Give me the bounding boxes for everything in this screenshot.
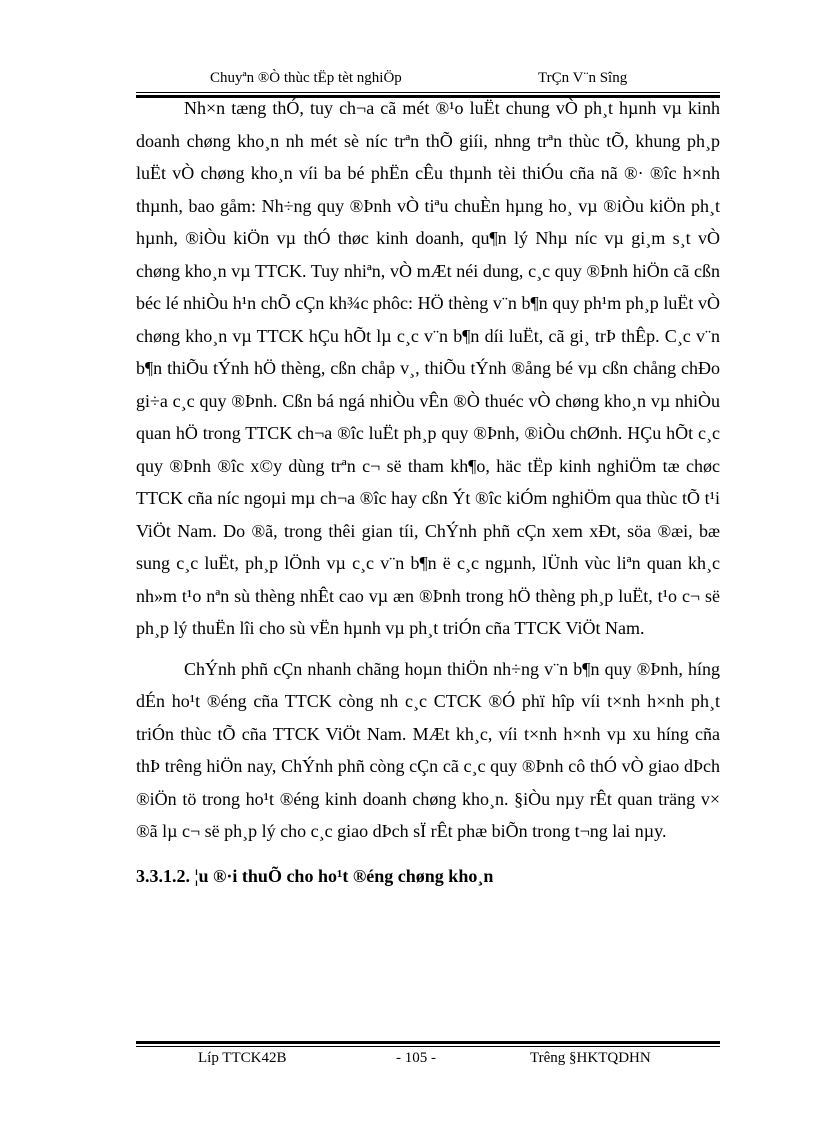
page-header [136, 66, 720, 92]
page-footer [136, 1050, 720, 1074]
footer-divider [136, 1046, 720, 1047]
page-number: - 105 - [396, 1050, 436, 1066]
footer-class-name: Líp TTCK42B [198, 1050, 287, 1066]
paragraph-1: Nh×n tæng thÓ, tuy ch¬a cã mét ®¹o luËt chung vÒ ph¸t hµnh vµ kinh doanh chøng kho¸n nh mét sè níc trªn thÕ giíi, nhng trªn thùc tÕ, khung ph¸p luËt vÒ chøng kho¸n víi ba bé phËn cÊu thµnh tèi thiÓu cña nã ®· ®îc h×nh thµnh, bao gåm: Nh÷ng quy ®Þnh vÒ tiªu chuÈn hµng ho¸ vµ ®iÒu kiÖn ph¸t hµnh, ®iÒu kiÖn vµ thÓ thøc kinh doanh, qu¶n lý Nhµ níc vµ gi¸m s¸t vÒ chøng kho¸n vµ TTCK. Tuy nhiªn, vÒ mÆt néi dung, c¸c quy ®Þnh hiÖn cã cßn béc lé nhiÒu h¹n chÕ cÇn kh¾c phôc: HÖ thèng v¨n b¶n quy ph¹m ph¸p luËt vÒ chøng kho¸n vµ TTCK hÇu hÕt lµ c¸c v¨n b¶n díi luËt, cã gi¸ trÞ thÊp. C¸c v¨n b¶n thiÕu tÝnh hÖ thèng, cßn chåp v¸, thiÕu tÝnh ®ång bé vµ cßn chång chÐo gi÷a c¸c quy ®Þnh. Cßn bá ngá nhiÒu vÊn ®Ò thuéc vÒ chøng kho¸n vµ nhiÒu quan hÖ trong TTCK ch¬a ®îc luËt ph¸p quy ®Þnh, ®iÒu chØnh. HÇu hÕt c¸c quy ®Þnh ®îc x©y dùng trªn c¬ së tham kh¶o, häc tËp kinh nghiÖm tæ chøc TTCK cña níc ngoµi mµ ch¬a ®îc hay cßn Ýt ®îc kiÓm nghiÖm qua thùc tÕ t¹i ViÖt Nam. Do ®ã, trong thêi gian tíi, ChÝnh phñ cÇn xem xÐt, söa ®æi, bæ sung c¸c luËt, ph¸p lÖnh vµ c¸c v¨n b¶n ë c¸c ngµnh, lÜnh vùc liªn quan kh¸c nh»m t¹o nªn sù thèng nhÊt cao vµ æn ®Þnh trong hÖ thèng ph¸p luËt, t¹o c¬ së ph¸p lý thuËn lîi cho sù vËn hµnh vµ ph¸t triÓn cña TTCK ViÖt Nam. [136, 98, 720, 638]
footer-divider-thick [136, 1041, 720, 1044]
footer-university-name: Trêng §HKTQDHN [530, 1050, 651, 1066]
document-body [136, 92, 720, 892]
header-author-name: TrÇn V¨n Sîng [538, 70, 628, 86]
header-report-title: Chuyªn ®Ò thùc tËp tèt nghiÖp [210, 70, 402, 86]
section-heading: 3.3.1.2. ¦u ®·i thuÕ cho ho¹t ®éng chøng kho¸n [136, 865, 494, 886]
paragraph-2: ChÝnh phñ cÇn nhanh chãng hoµn thiÖn nh÷ng v¨n b¶n quy ®Þnh, híng dÉn ho¹t ®éng cña TTCK còng nh c¸c CTCK ®Ó phï hîp víi t×nh h×nh ph¸t triÓn thùc tÕ cña TTCK ViÖt Nam. MÆt kh¸c, víi t×nh h×nh vµ xu híng cña thÞ trêng hiÖn nay, ChÝnh phñ còng cÇn cã c¸c quy ®Þnh cô thÓ vÒ giao dÞch ®iÖn tö trong ho¹t ®éng kinh doanh chøng kho¸n. §iÒu nµy rÊt quan träng v× ®ã lµ c¬ së ph¸p lý cho c¸c giao dÞch sÏ rÊt phæ biÕn trong t¬ng lai nµy. [136, 658, 720, 841]
